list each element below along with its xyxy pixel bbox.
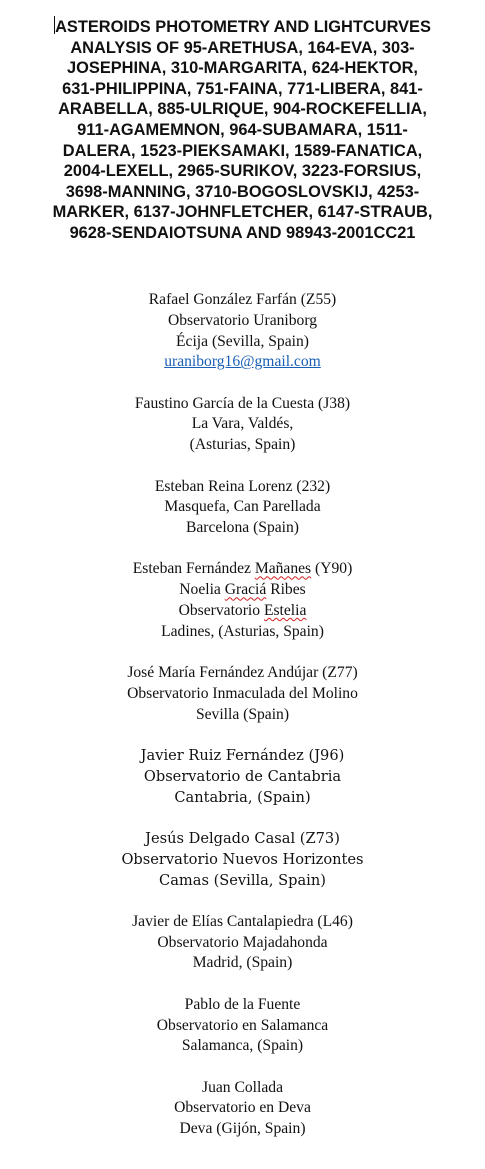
author-affiliation: Observatorio Uraniborg xyxy=(167,311,318,329)
title-line: 631-PHILIPPINA, 751-FAINA, 771-LIBERA, 841- xyxy=(62,79,423,98)
author-affiliation: Masquefa, Can Parellada xyxy=(164,498,321,516)
author-affiliation: Observatorio de Cantabria xyxy=(143,767,342,785)
author-location: Cantabria, (Spain) xyxy=(174,788,311,806)
author-affiliation: Observatorio en Deva xyxy=(174,1099,311,1117)
author-block-delgado xyxy=(0,829,485,891)
author-name: Javier Ruiz Fernández (J96) xyxy=(140,747,345,765)
author-name: Rafael González Farfán (Z55) xyxy=(148,291,337,308)
author-name: Jesús Delgado Casal (Z73) xyxy=(145,829,340,847)
spellcheck-flag: Graciá xyxy=(224,581,267,599)
author-email-link[interactable]: uraniborg16@gmail.com xyxy=(164,353,321,371)
author-block-garcia xyxy=(0,394,485,456)
author-block-de-la-fuente xyxy=(0,995,485,1057)
spellcheck-flag: Mañanes xyxy=(254,560,312,578)
author-location: Écija (Sevilla, Spain) xyxy=(176,332,309,350)
author-location: Ladines, (Asturias, Spain) xyxy=(161,622,324,640)
author-name: Juan Collada xyxy=(202,1078,283,1096)
title-line: ARABELLA, 885-ULRIQUE, 904-ROCKEFELLIA, xyxy=(58,100,427,119)
author-affiliation: La Vara, Valdés, xyxy=(191,415,294,433)
author-block-reina xyxy=(0,477,485,539)
author-location: Deva (Gijón, Spain) xyxy=(179,1120,306,1138)
spellcheck-flag: Estelia xyxy=(263,602,307,620)
author-affiliation: Observatorio en Salamanca xyxy=(156,1016,329,1034)
author-affiliation: Observatorio Nuevos Horizontes xyxy=(121,850,364,868)
author-block-collada xyxy=(0,1078,485,1140)
author-name: Faustino García de la Cuesta (J38) xyxy=(134,394,351,412)
author-location: (Asturias, Spain) xyxy=(189,436,296,454)
author-location: Barcelona (Spain) xyxy=(185,519,299,537)
author-block-fernandez-andujar xyxy=(0,663,485,725)
title-line: DALERA, 1523-PIEKSAMAKI, 1589-FANATICA, xyxy=(62,141,423,160)
title-line: 9628-SENDAIOTSUNA AND 98943-2001CC21 xyxy=(69,223,416,242)
title-line: 3698-MANNING, 3710-BOGOSLOVSKIJ, 4253- xyxy=(65,182,420,201)
author-block-fernandez-mananes xyxy=(0,559,485,642)
author-name: Esteban Fernández Mañanes (Y90) xyxy=(132,560,353,578)
title-line: ASTEROIDS PHOTOMETRY AND LIGHTCURVES xyxy=(55,18,431,36)
title-line: ANALYSIS OF 95-ARETHUSA, 164-EVA, 303- xyxy=(70,38,415,57)
paper-title xyxy=(24,16,461,244)
author-list xyxy=(0,290,485,1161)
author-location: Sevilla (Spain) xyxy=(195,705,290,723)
author-affiliation: Observatorio Majadahonda xyxy=(157,933,328,951)
title-line: 2004-LEXELL, 2965-SURIKOV, 3223-FORSIUS, xyxy=(63,162,422,181)
author-name: José María Fernández Andújar (Z77) xyxy=(127,664,358,682)
author-location: Salamanca, (Spain) xyxy=(181,1037,304,1055)
author-location: Madrid, (Spain) xyxy=(192,954,293,972)
author-affiliation: Observatorio Inmaculada del Molino xyxy=(127,684,358,702)
title-line: 911-AGAMEMNON, 964-SUBAMARA, 1511- xyxy=(77,120,408,139)
author-block-de-elias xyxy=(0,912,485,974)
author-name: Esteban Reina Lorenz (232) xyxy=(154,477,331,495)
author-affiliation: Observatorio Estelia xyxy=(178,602,307,620)
author-location: Camas (Sevilla, Spain) xyxy=(159,871,326,889)
author-name: Javier de Elías Cantalapiedra (L46) xyxy=(132,912,353,930)
author-block-gonzalez xyxy=(0,290,485,373)
author-name: Pablo de la Fuente xyxy=(184,995,301,1013)
author-block-ruiz xyxy=(0,746,485,808)
title-line: JOSEPHINA, 310-MARGARITA, 624-HEKTOR, xyxy=(67,59,418,78)
title-line: MARKER, 6137-JOHNFLETCHER, 6147-STRAUB, xyxy=(52,203,433,222)
coauthor-name: Noelia Graciá Ribes xyxy=(179,581,306,599)
